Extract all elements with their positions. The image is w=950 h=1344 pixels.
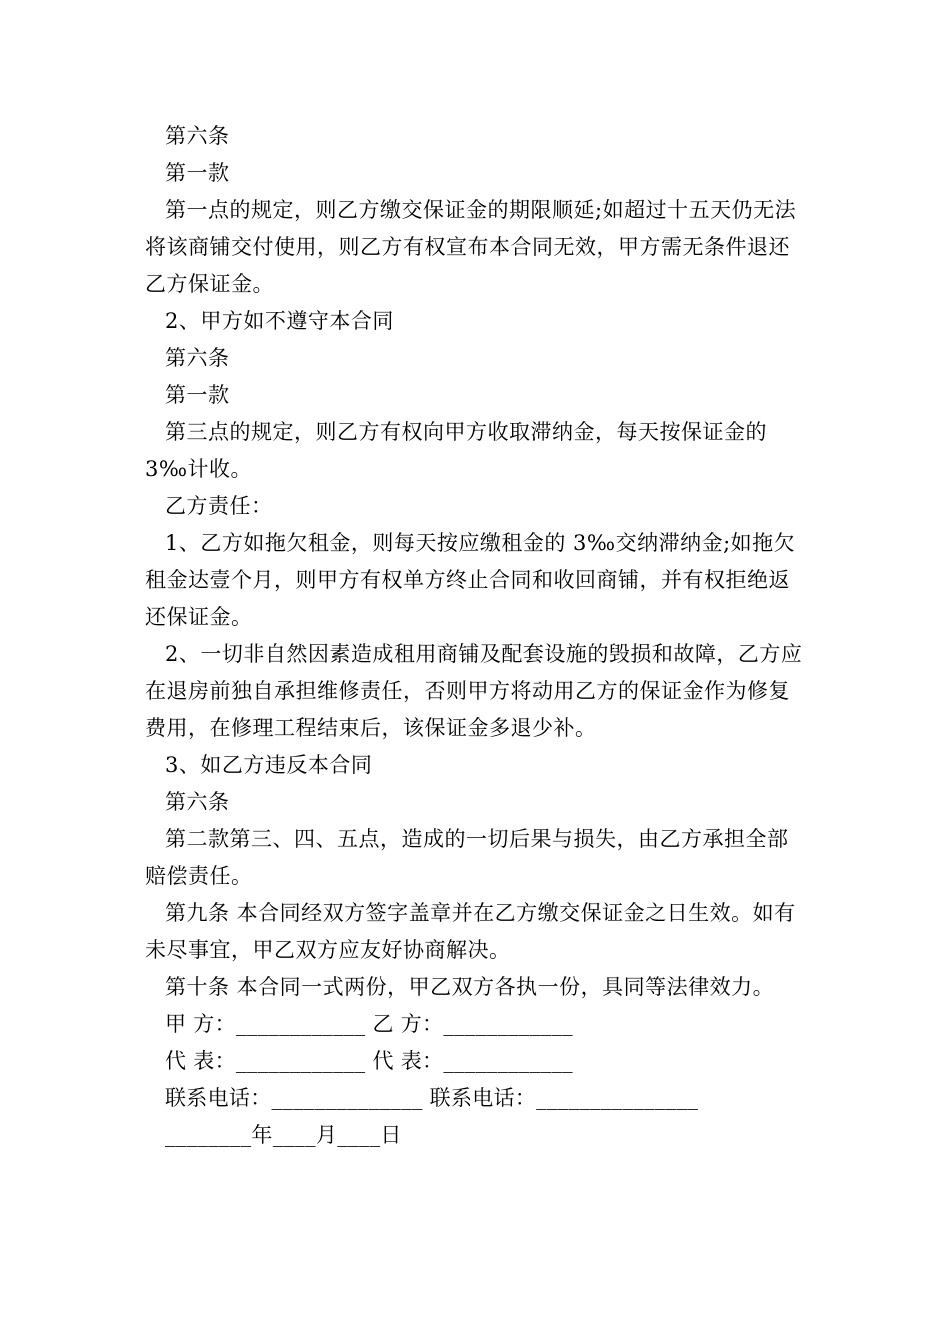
article-heading: 第六条 [165, 346, 230, 370]
party-signature-line: 甲 方：____________ 乙 方：____________ [165, 1012, 573, 1036]
contract-page [145, 118, 807, 1154]
body-paragraph: 第三点的规定，则乙方有权向甲方收取滞纳金，每天按保证金的3‰计收。 [145, 420, 767, 481]
article-heading: 第六条 [165, 790, 230, 814]
representative-signature-line: 代 表：____________ 代 表：____________ [165, 1049, 573, 1073]
clause-heading: 第一款 [165, 383, 230, 407]
phone-signature-line: 联系电话：______________ 联系电话：_______________ [165, 1086, 699, 1110]
body-paragraph: 第二款第三、四、五点，造成的一切后果与损失，由乙方承担全部赔偿责任。 [145, 827, 789, 888]
list-item: 2、甲方如不遵守本合同 [165, 309, 394, 333]
list-item: 1、乙方如拖欠租金，则每天按应缴租金的 3‰交纳滞纳金;如拖欠租金达壹个月，则甲方有权单方终止合同和收回商铺，并有权拒绝返还保证金。 [145, 531, 796, 629]
clause-heading: 第一款 [165, 161, 230, 185]
list-item: 3、如乙方违反本合同 [165, 753, 373, 777]
date-line: ________年____月____日 [165, 1123, 402, 1147]
section-heading: 乙方责任： [165, 494, 273, 518]
article-heading: 第六条 [165, 124, 230, 148]
list-item: 2、一切非自然因素造成租用商铺及配套设施的毁损和故障，乙方应在退房前独自承担维修责任，否则甲方将动用乙方的保证金作为修复费用，在修理工程结束后，该保证金多退少补。 [145, 642, 803, 740]
article-tenth: 第十条 本合同一式两份，甲乙双方各执一份，具同等法律效力。 [165, 975, 775, 999]
body-paragraph: 第一点的规定，则乙方缴交保证金的期限顺延;如超过十五天仍无法将该商铺交付使用，则乙方有权宣布本合同无效，甲方需无条件退还乙方保证金。 [145, 198, 797, 296]
article-ninth: 第九条 本合同经双方签字盖章并在乙方缴交保证金之日生效。如有未尽事宜，甲乙双方应友好协商解决。 [145, 901, 796, 962]
